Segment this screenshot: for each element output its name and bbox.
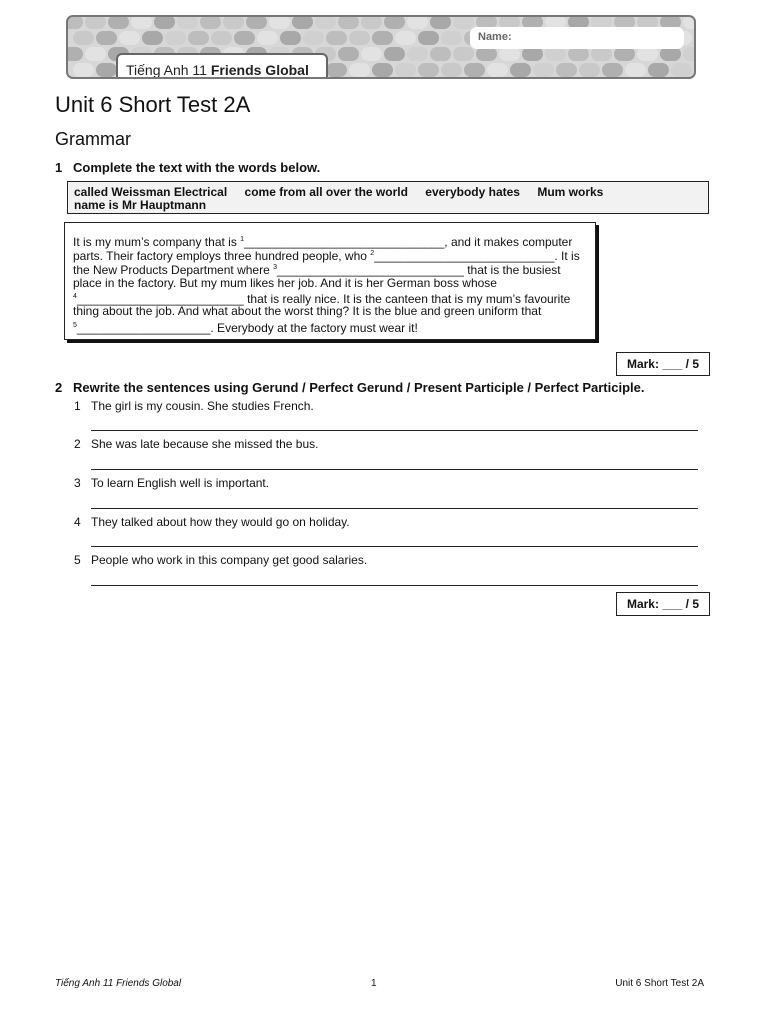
banner-oval <box>648 63 669 77</box>
banner-oval <box>73 63 94 77</box>
banner-oval <box>395 31 416 45</box>
banner-oval <box>453 47 474 61</box>
banner-oval <box>418 31 439 45</box>
banner-oval <box>165 31 186 45</box>
text-line: It is my mum’s company that is $^1$______________________________, and it makes computer <box>73 235 573 249</box>
question-2-heading: 2 Rewrite the sentences using Gerund / Perfect Gerund / Present Participle / Perfect Participle. <box>55 380 645 395</box>
answer-line-4[interactable] <box>91 546 698 547</box>
banner-oval <box>326 31 347 45</box>
banner-oval <box>177 17 198 29</box>
banner-oval <box>315 17 336 29</box>
banner-oval <box>269 17 290 29</box>
banner-oval <box>280 31 301 45</box>
banner-oval <box>441 63 462 77</box>
word-option: called Weissman Electrical <box>74 185 228 199</box>
banner-oval <box>108 17 129 29</box>
banner-oval <box>591 47 612 61</box>
banner-oval <box>384 47 405 61</box>
q2-mark-box: Mark: ___ / 5 <box>616 592 710 616</box>
banner-oval <box>441 31 462 45</box>
banner-oval <box>85 17 106 29</box>
banner-oval <box>361 47 382 61</box>
banner-oval <box>384 17 405 29</box>
word-bank-line-1 <box>74 185 617 199</box>
blank-4[interactable]: _________________________ <box>76 292 244 306</box>
banner-oval <box>96 63 117 77</box>
word-option: come from all over the world <box>244 185 408 199</box>
banner-oval <box>119 31 140 45</box>
brand-tab <box>116 53 328 79</box>
answer-line-1[interactable] <box>91 430 698 431</box>
banner-oval <box>338 17 359 29</box>
banner-oval <box>349 63 370 77</box>
banner-oval <box>303 31 324 45</box>
blank-5[interactable]: ____________________ <box>76 321 211 335</box>
q1-mark-box: Mark: ___ / 5 <box>616 352 710 376</box>
banner-oval <box>671 63 692 77</box>
text-line: thing about the job. And what about the worst thing? It is the blue and green uniform that <box>73 304 542 318</box>
banner-oval <box>395 63 416 77</box>
banner-oval <box>361 17 382 29</box>
banner-oval <box>142 31 163 45</box>
section-title: Grammar <box>55 129 131 149</box>
banner-oval <box>73 31 94 45</box>
banner-oval <box>211 31 232 45</box>
blank-1[interactable]: ______________________________ <box>244 235 445 249</box>
footer-right: Unit 6 Short Test 2A <box>615 978 704 989</box>
banner-oval <box>338 47 359 61</box>
banner-oval <box>499 47 520 61</box>
banner-oval <box>154 17 175 29</box>
banner-oval <box>68 47 83 61</box>
banner-oval <box>545 47 566 61</box>
question-1-heading: 1 Complete the text with the words below. <box>55 160 321 175</box>
banner-oval <box>625 63 646 77</box>
banner-oval <box>660 47 681 61</box>
word-option: everybody hates <box>425 185 520 199</box>
banner-oval <box>464 63 485 77</box>
word-bank-line-2 <box>74 198 206 212</box>
banner-oval <box>257 31 278 45</box>
answer-line-3[interactable] <box>91 508 698 509</box>
banner-oval <box>430 17 451 29</box>
word-option: Mum works <box>537 185 604 199</box>
brand-logo: Tiếng Anh 11 Friends Global <box>126 62 309 78</box>
banner-oval <box>223 17 244 29</box>
banner-oval <box>188 31 209 45</box>
banner-oval <box>453 17 474 29</box>
banner-oval <box>246 17 267 29</box>
word-bank <box>67 181 709 214</box>
banner-oval <box>683 17 694 29</box>
text-line: $^4$_________________________ that is really nice. It is the canteen that is my mum’s favourite <box>73 292 571 306</box>
text-line: $^5$____________________. Everybody at the factory must wear it! <box>73 321 418 335</box>
banner-oval <box>476 47 497 61</box>
banner-oval <box>96 31 117 45</box>
banner-oval <box>372 63 393 77</box>
gap-fill-text <box>64 222 596 340</box>
blank-2[interactable]: ___________________________ <box>374 249 555 263</box>
banner-oval <box>68 17 83 29</box>
banner-oval <box>85 47 106 61</box>
banner-oval <box>602 63 623 77</box>
footer-left: Tiếng Anh 11 Friends Global <box>55 978 182 989</box>
banner-oval <box>131 17 152 29</box>
banner-oval <box>292 17 313 29</box>
text-line: place in the factory. But my mum likes her job. And it is her German boss whose <box>73 276 497 290</box>
banner-oval <box>234 31 255 45</box>
banner-oval <box>683 47 694 61</box>
banner-oval <box>487 63 508 77</box>
banner-oval <box>579 63 600 77</box>
footer-page-number: 1 <box>371 978 377 989</box>
banner-oval <box>326 63 347 77</box>
banner-oval <box>556 63 577 77</box>
banner-oval <box>637 47 658 61</box>
banner-oval <box>522 47 543 61</box>
page-title: Unit 6 Short Test 2A <box>55 92 251 117</box>
header-banner <box>66 15 696 79</box>
banner-oval <box>568 47 589 61</box>
text-line: parts. Their factory employs three hundred people, who $^2$___________________________. It is <box>73 249 580 263</box>
banner-oval <box>349 31 370 45</box>
banner-oval <box>372 31 393 45</box>
banner-oval <box>407 17 428 29</box>
answer-line-2[interactable] <box>91 469 698 470</box>
name-label: Name: <box>478 31 512 43</box>
blank-3[interactable]: ____________________________ <box>277 263 464 277</box>
name-field[interactable] <box>470 27 684 49</box>
banner-oval <box>510 63 531 77</box>
answer-line-5[interactable] <box>91 585 698 586</box>
text-line: the New Products Department where $^3$____________________________ that is the busiest <box>73 263 561 277</box>
banner-oval <box>418 63 439 77</box>
banner-oval <box>430 47 451 61</box>
word-option: name is Mr Hauptmann <box>74 198 207 212</box>
banner-oval <box>200 17 221 29</box>
banner-oval <box>533 63 554 77</box>
banner-oval <box>407 47 428 61</box>
banner-oval <box>614 47 635 61</box>
